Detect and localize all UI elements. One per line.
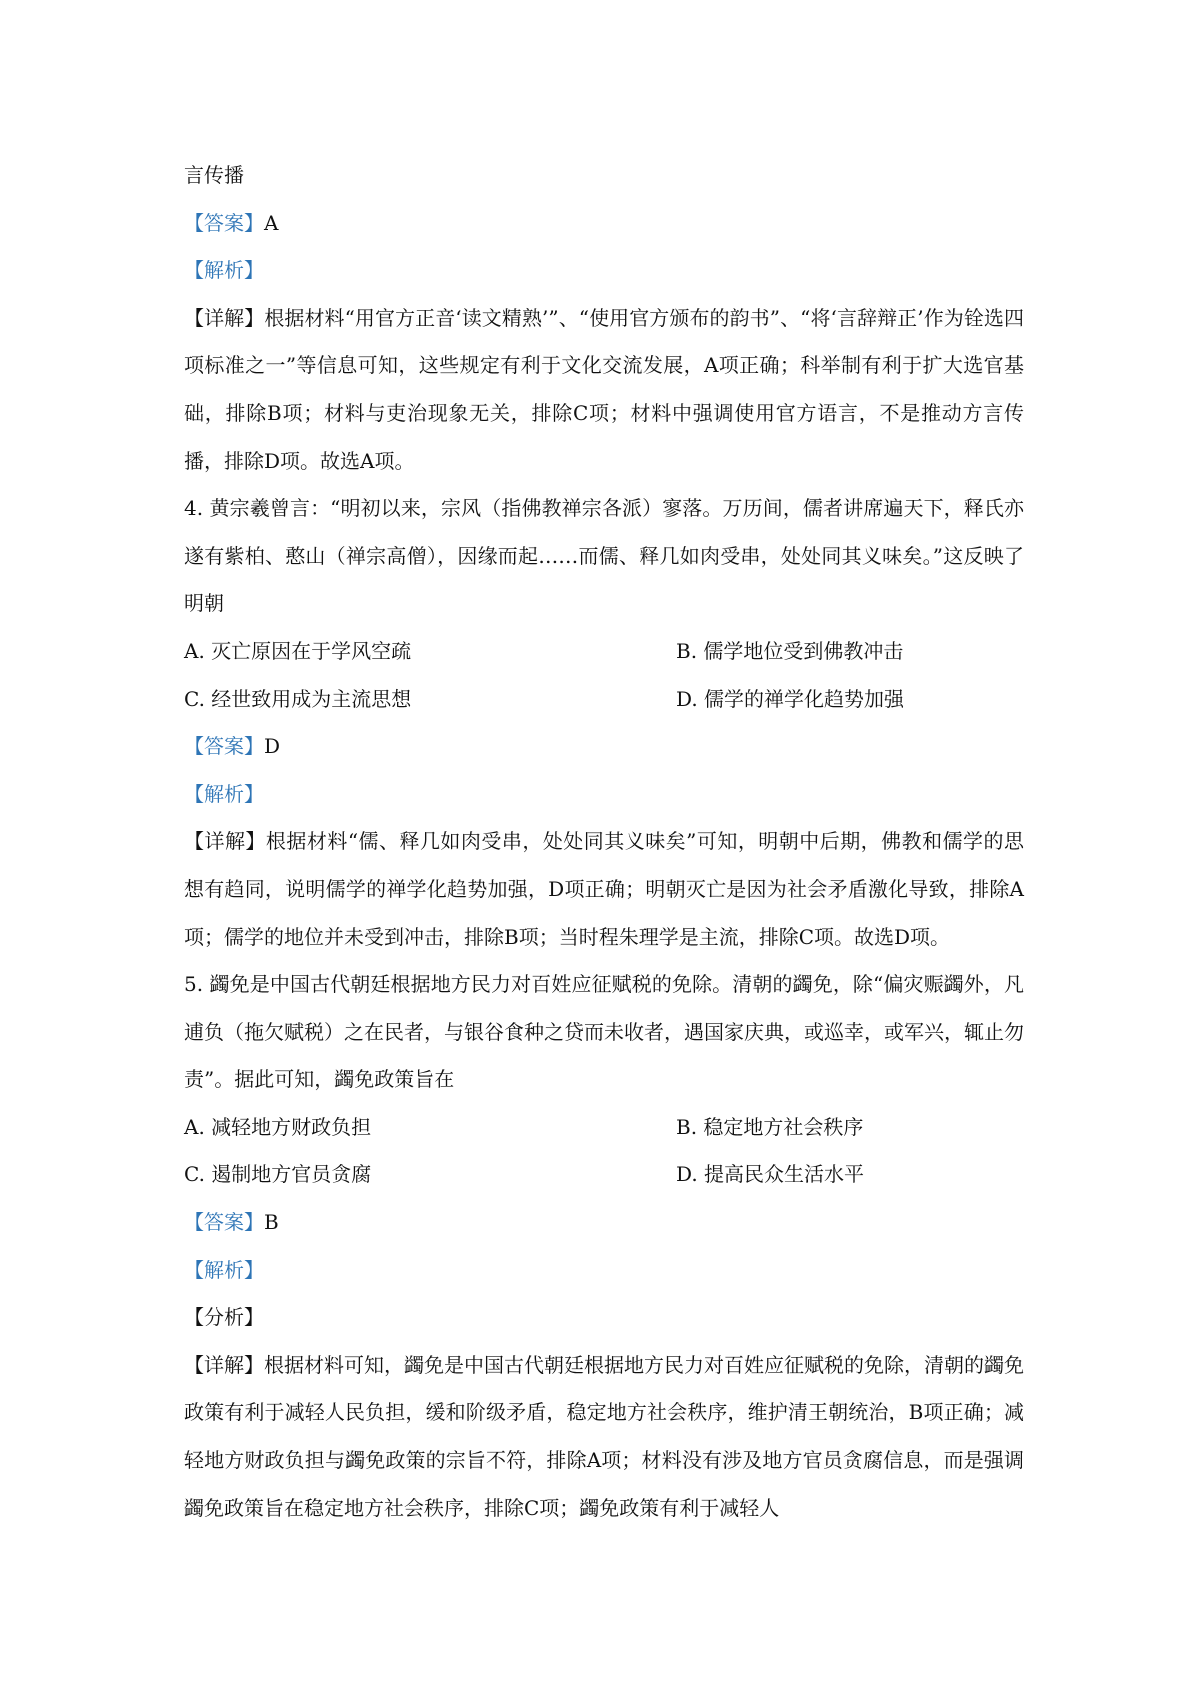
answer-row-q3 xyxy=(184,200,1024,248)
answer-value: B xyxy=(264,1210,279,1235)
detail-text: 根据材料“用官方正音‘读文精熟’”、“使用官方颁布的韵书”、“将‘言辞辩正’作为铨选四项标准之一”等信息可知，这些规定有利于文化交流发展，A项正确；科举制有利于扩大选官基础，排除B项；材料与吏治现象无关，排除C项；材料中强调使用官方语言，不是推动方言传播，排除D项。故选A项。 xyxy=(184,305,1024,473)
answer-tag: 【答案】 xyxy=(184,734,264,759)
answer-row-q5 xyxy=(184,1199,1024,1247)
option-a: A. 减轻地方财政负担 xyxy=(184,1114,372,1139)
answer-value: A xyxy=(264,210,279,235)
answer-row-q4 xyxy=(184,723,1024,771)
detail-paragraph-q3 xyxy=(184,295,1024,485)
detail-tag: 【详解】 xyxy=(184,1352,264,1377)
fenxi-row-q5 xyxy=(184,1294,1024,1342)
analysis-tag: 【解析】 xyxy=(184,258,264,283)
detail-text: 根据材料“儒、释几如肉受串，处处同其义味矣”可知，明朝中后期，佛教和儒学的思想有趋同，说明儒学的禅学化趋势加强，D项正确；明朝灭亡是因为社会矛盾激化导致，排除A项；儒学的地位并未受到冲击，排除B项；当时程朱理学是主流，排除C项。故选D项。 xyxy=(184,829,1025,949)
question-5-stem: 5. 蠲免是中国古代朝廷根据地方民力对百姓应征赋税的免除。清朝的蠲免，除“偏灾赈蠲外，凡逋负（拖欠赋税）之在民者，与银谷食种之贷而未收者，遇国家庆典，或巡幸，或军兴，辄止勿责”。据此可知，蠲免政策旨在 xyxy=(184,972,1024,1092)
detail-text: 根据材料可知，蠲免是中国古代朝廷根据地方民力对百姓应征赋税的免除，清朝的蠲免政策有利于减轻人民负担，缓和阶级矛盾，稳定地方社会秩序，维护清王朝统治，B项正确；减轻地方财政负担与蠲免政策的宗旨不符，排除A项；材料没有涉及地方官员贪腐信息，而是强调蠲免政策旨在稳定地方社会秩序，排除C项；蠲免政策有利于减轻人 xyxy=(184,1352,1024,1520)
option-c: C. 遏制地方官员贪腐 xyxy=(184,1162,372,1187)
analysis-row-q5 xyxy=(184,1247,1024,1295)
option-d: D. 儒学的禅学化趋势加强 xyxy=(676,686,905,711)
answer-tag: 【答案】 xyxy=(184,1210,264,1235)
analysis-tag: 【解析】 xyxy=(184,1257,264,1282)
option-b: B. 儒学地位受到佛教冲击 xyxy=(676,638,904,663)
option-c: C. 经世致用成为主流思想 xyxy=(184,686,412,711)
question-5-options-row-1 xyxy=(184,1104,1024,1152)
answer-tag: 【答案】 xyxy=(184,210,264,235)
fenxi-tag: 【分析】 xyxy=(184,1305,264,1330)
question-4-options-row-2 xyxy=(184,676,1024,724)
question-4-stem: 4. 黄宗羲曾言：“明初以来，宗风（指佛教禅宗各派）寥落。万历间，儒者讲席遍天下，释氏亦遂有紫柏、憨山（禅宗高僧），因缘而起……而儒、释几如肉受串，处处同其义味矣。”这反映了明朝 xyxy=(184,496,1024,616)
analysis-tag: 【解析】 xyxy=(184,781,264,806)
option-b: B. 稳定地方社会秩序 xyxy=(676,1114,864,1139)
option-a: A. 灭亡原因在于学风空疏 xyxy=(184,638,412,663)
analysis-row-q3 xyxy=(184,247,1024,295)
detail-tag: 【详解】 xyxy=(184,829,266,854)
detail-tag: 【详解】 xyxy=(184,305,265,330)
document-page xyxy=(184,152,1024,1532)
question-4-options-row-1 xyxy=(184,628,1024,676)
detail-paragraph-q4 xyxy=(184,818,1024,961)
analysis-row-q4 xyxy=(184,771,1024,819)
answer-value: D xyxy=(264,734,281,759)
detail-paragraph-q5 xyxy=(184,1342,1024,1532)
option-d: D. 提高民众生活水平 xyxy=(676,1162,865,1187)
prev-question-tail: 言传播 xyxy=(184,163,244,187)
question-5-options-row-2 xyxy=(184,1151,1024,1199)
